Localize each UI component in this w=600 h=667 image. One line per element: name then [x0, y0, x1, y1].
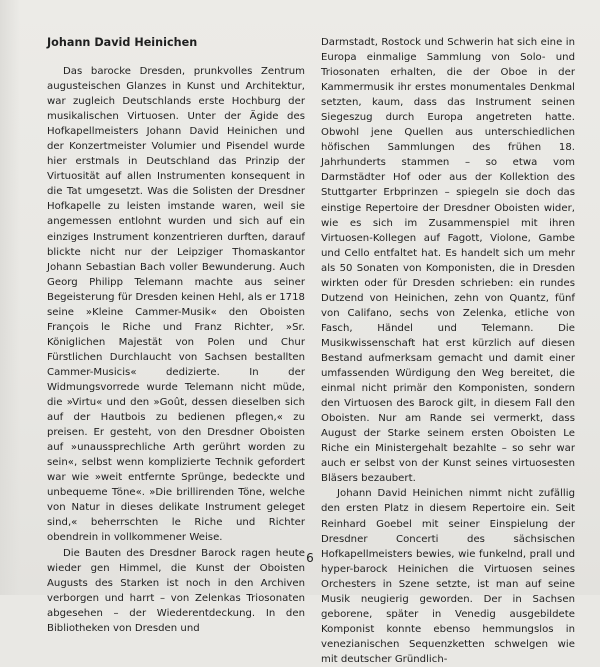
page-edge-shadow: [0, 0, 20, 595]
page-number: 6: [306, 551, 314, 565]
left-column: [47, 36, 305, 636]
paragraph: Darmstadt, Rostock und Schwerin hat sich eine in Europa einmalige Sammlung von Solo- und Triosonaten erhalten, die der Oboe in der Kammermusik ihr erstes monumentales Denkmal setzten, kaum, dass das Instrument seinen Siegeszug durch Europa angetreten hatte. Obwohl jene Quellen aus unterschiedlichen höfischen Sammlungen des frühen 18. Jahrhunderts stammen – so etwa vom Darmstädter Hof oder aus der Kollektion des Stuttgarter Erbprinzen – spiegeln sie doch das einstige Repertoire der Dresdner Oboisten wider, wie es sich im Zusammenspiel mit ihren Virtuosen-Kollegen auf Fagott, Violone, Gambe und Cello entfaltet hat. Es handelt sich um mehr als 50 Sonaten von Komponisten, die in Dresden wirkten oder für Dresden schrieben: ein rundes Dutzend von Heinichen, zehn von Quantz, fünf von Califano, sechs von Zelenka, etliche von Fasch, Händel und Telemann. Die Musikwissenschaft hat erst kürzlich auf diesen Bestand aufmerksam gemacht und damit einer umfassenden Würdigung den Weg bereitet, die einmal nicht primär den Komponisten, sondern den Virtuosen des Barock gilt, in diesem Fall den Oboisten. Nur am Rande sei vermerkt, dass August der Starke seinem ersten Oboisten Le Riche ein Ministergehalt bezahlte – so sehr war auch er selbst von der Kunst seines virtuosesten Bläsers bezaubert.: [321, 37, 575, 485]
section-heading: Johann David Heinichen: [47, 36, 198, 49]
paragraph: Johann David Heinichen nimmt nicht zufällig den ersten Platz in diesem Repertoire ein. Seit Reinhard Goebel mit seiner Einspielung der Dresdner Concerti des sächsischen Hofkapellmeisters bewies, wie funkelnd, prall und hyper-barock Heinichen die Virtuosen seines Orchesters in Szene setzte, ist man auf seine Musik neugierig geworden. Der in Sachsen geborene, später in Venedig ausgebildete Komponist konnte ebenso hemmungslos in venezianischen Sequenzketten schwelgen wie mit deutscher Gründlich-: [321, 488, 575, 665]
paragraph: Die Bauten des Dresdner Barock ragen heute wieder gen Himmel, die Kunst der Oboisten Augusts des Starken ist noch in den Archiven verborgen und harrt – von Zelenkas Triosonaten abgesehen – der Wiederentdeckung. In den Bibliotheken von Dresden und: [47, 547, 305, 634]
paragraph: Das barocke Dresden, prunkvolles Zentrum augusteischen Glanzes in Kunst und Architektur, war zugleich Deutschlands erste Hochburg der musikalischen Virtuosen. Unter der Ägide des Hofkapellmeisters Johann David Heinichen und der Konzertmeister Volumier und Pisendel wurde hier erstmals in Deutschland das Prinzip der Virtuosität auf allen Instrumenten konsequent in die Tat umgesetzt. Was die Solisten der Dresdner Hofkapelle zu leisten imstande waren, weil sie angemessen entlohnt wurden und sich auf ein einziges Instrument konzentrieren durften, darauf blickte nicht nur der Leipziger Thomaskantor Johann Sebastian Bach voller Bewunderung. Auch Georg Philipp Telemann machte aus seiner Begeisterung für Dresden keinen Hehl, als er 1718 seine »Kleine Cammer-Musik« den Oboisten François le Riche und Franz Richter, »Sr. Königlichen Majestät von Polen und Chur Fürstlichen Durchlaucht von Sachsen bestallten Cammer-Musicis« dedizierte. In der Widmungsvorrede wurde Telemann nicht müde, die »Virtu« und den »Goût, dessen dieselben sich auf der Hautbois zu bedienen pflegen,« zu preisen. Er gesteht, von den Dresdner Oboisten auf »unaussprechliche Arth gerührt worden zu sein«, selbst wenn komplizierte Technik gefordert war wie »weit entfernte Sprünge, bedeckte und unbequeme Töne«. »Die brillirenden Töne, welche von Natur in dieses delikate Instrument geleget sind,« beherrschten le Riche und Richter obendrein in vollkommener Weise.: [47, 66, 305, 544]
right-column: [321, 35, 575, 667]
